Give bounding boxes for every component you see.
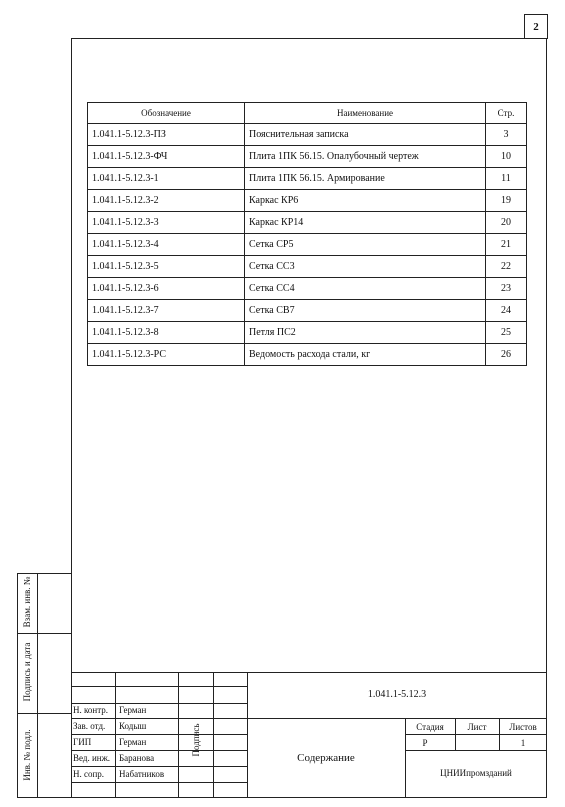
page-cell: 11 [486, 168, 527, 190]
name-cell: Пояснительная записка [245, 124, 486, 146]
name-cell: Сетка СР5 [245, 234, 486, 256]
name-cell: Сетка СС3 [245, 256, 486, 278]
name-cell: Каркас КР14 [245, 212, 486, 234]
table-header-row [88, 103, 527, 124]
page-cell: 10 [486, 146, 527, 168]
name-5: Набатников [119, 769, 165, 779]
name-cell: Плита 1ПК 56.15. Опалубочный чертеж [245, 146, 486, 168]
document-code: 1.041.1-5.12.3 [367, 689, 427, 700]
vzam-inv-label: Взам. инв. № [22, 576, 32, 628]
table-row [88, 234, 527, 256]
stage-value: Р [422, 738, 428, 748]
table-row [88, 168, 527, 190]
contents-table [87, 102, 527, 366]
page-cell: 20 [486, 212, 527, 234]
name-cell: Ведомость расхода стали, кг [245, 344, 486, 366]
role-1: Н. контр. [73, 705, 109, 715]
sheet-label: Лист [467, 722, 487, 732]
page-cell: 25 [486, 322, 527, 344]
name-cell: Каркас КР6 [245, 190, 486, 212]
header-page: Стр. [486, 103, 527, 124]
inv-podl-label: Инв. № подл. [22, 729, 32, 781]
table-row [88, 344, 527, 366]
sheets-value: 1 [520, 738, 526, 748]
name-3: Герман [119, 737, 147, 747]
name-cell: Сетка СВ7 [245, 300, 486, 322]
page-cell: 23 [486, 278, 527, 300]
header-designation: Обозначение [88, 103, 245, 124]
name-4: Баранова [119, 753, 155, 763]
header-name: Наименование [245, 103, 486, 124]
table-row [88, 212, 527, 234]
table-row [88, 124, 527, 146]
name-1: Герман [119, 705, 147, 715]
page-cell: 3 [486, 124, 527, 146]
page-cell: 22 [486, 256, 527, 278]
designation-cell: 1.041.1-5.12.3-1 [88, 168, 245, 190]
table-row [88, 322, 527, 344]
organization: ЦНИИпромзданий [440, 768, 512, 778]
role-4: Вед. инж. [73, 753, 111, 763]
designation-cell: 1.041.1-5.12.3-2 [88, 190, 245, 212]
role-5: Н. сопр. [73, 769, 105, 779]
sheet-title: Содержание [297, 752, 355, 764]
stage-label: Стадия [416, 722, 444, 732]
name-cell: Сетка СС4 [245, 278, 486, 300]
signature-label: Подпись [191, 723, 201, 757]
page-cell: 21 [486, 234, 527, 256]
role-3: ГИП [73, 737, 92, 747]
designation-cell: 1.041.1-5.12.3-5 [88, 256, 245, 278]
designation-cell: 1.041.1-5.12.3-8 [88, 322, 245, 344]
designation-cell: 1.041.1-5.12.3-ПЗ [88, 124, 245, 146]
designation-cell: 1.041.1-5.12.3-ФЧ [88, 146, 245, 168]
page-cell: 19 [486, 190, 527, 212]
name-cell: Плита 1ПК 56.15. Армирование [245, 168, 486, 190]
designation-cell: 1.041.1-5.12.3-6 [88, 278, 245, 300]
designation-cell: 1.041.1-5.12.3-3 [88, 212, 245, 234]
page-cell: 26 [486, 344, 527, 366]
page-number: 2 [524, 14, 548, 39]
table-row [88, 278, 527, 300]
table-row [88, 300, 527, 322]
page-cell: 24 [486, 300, 527, 322]
sheets-label: Листов [509, 722, 537, 732]
designation-cell: 1.041.1-5.12.3-РС [88, 344, 245, 366]
table-row [88, 190, 527, 212]
designation-cell: 1.041.1-5.12.3-4 [88, 234, 245, 256]
name-cell: Петля ПС2 [245, 322, 486, 344]
table-row [88, 146, 527, 168]
role-2: Зав. отд. [73, 721, 106, 731]
designation-cell: 1.041.1-5.12.3-7 [88, 300, 245, 322]
table-row [88, 256, 527, 278]
podpis-data-label: Подпись и дата [22, 642, 32, 702]
name-2: Кодыш [119, 721, 147, 731]
